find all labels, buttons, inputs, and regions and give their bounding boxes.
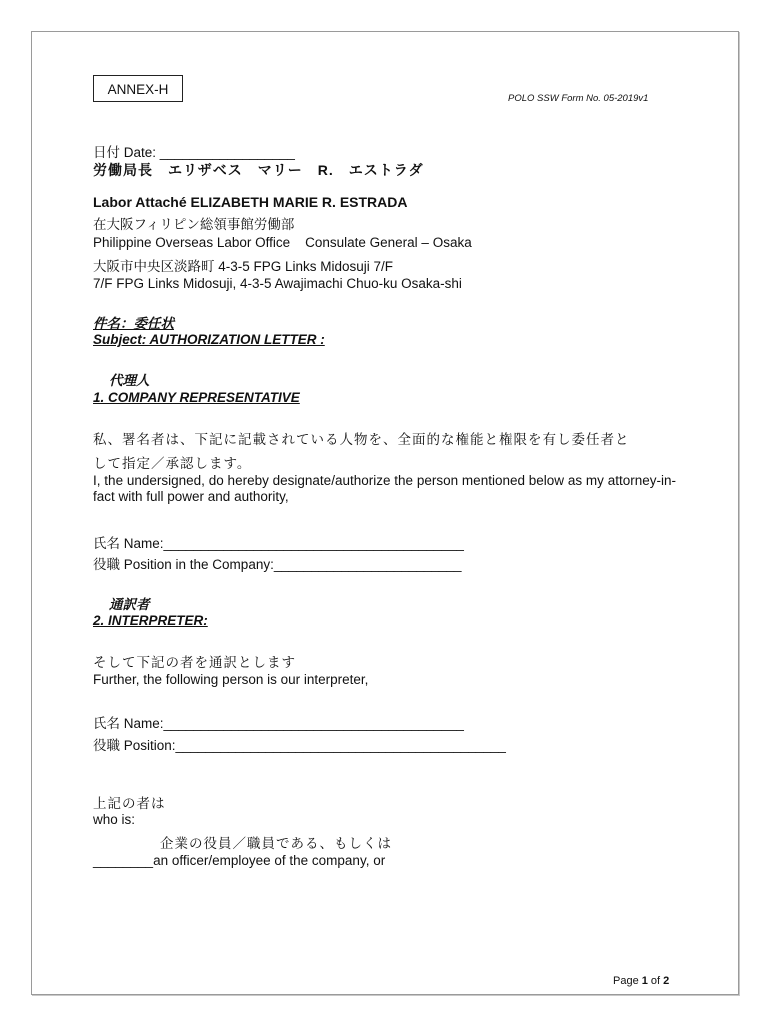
section2-name-field: 氏名 Name:________________________________________: [93, 716, 464, 731]
section1-en-heading: 1. COMPANY REPRESENTATIVE: [93, 390, 300, 405]
addressee-jp-address: 大阪市中央区淡路町 4-3-5 FPG Links Midosuji 7/F: [93, 259, 394, 274]
addressee-en-office: Philippine Overseas Labor Office Consulate General – Osaka: [93, 235, 472, 250]
subject-jp: 件名：委任状: [93, 316, 174, 331]
section1-jp-heading: 代理人: [109, 373, 150, 388]
section1-en-text: I, the undersigned, do hereby designate/authorize the person mentioned below as my attorney-in-fact with full power and authority,: [93, 473, 676, 504]
subject-en: Subject: AUTHORIZATION LETTER :: [93, 332, 325, 347]
addressee-en-name: Labor Attaché ELIZABETH MARIE R. ESTRADA: [93, 194, 408, 210]
section1-name-field: 氏名 Name:________________________________________: [93, 536, 464, 551]
addressee-jp-name: 労働局長 エリザベス マリー R. エストラダ: [93, 162, 424, 178]
date-line: 日付 Date: __________________: [93, 145, 295, 160]
addressee-en-address: 7/F FPG Links Midosuji, 4-3-5 Awajimachi Chuo-ku Osaka-shi: [93, 276, 462, 291]
section2-en-text: Further, the following person is our interpreter,: [93, 672, 369, 687]
section1-position-field: 役職 Position in the Company:_________________________: [93, 557, 462, 572]
option1-en: ________an officer/employee of the company, or: [93, 853, 386, 868]
section2-jp-text: そして下記の者を通訳とします: [93, 655, 296, 670]
page-number: Page 1 of 2: [613, 975, 670, 987]
section2-en-heading: 2. INTERPRETER:: [93, 613, 208, 628]
annex-label: ANNEX-H: [93, 75, 183, 102]
section1-jp-text-line2: して指定／承認します。: [93, 456, 252, 471]
option1-jp: 企業の役員／職員である、もしくは: [160, 836, 392, 851]
section2-position-field: 役職 Position:____________________________________________: [93, 738, 506, 753]
section1-jp-text-line1: 私、署名者は、下記に記載されている人物を、全面的な権能と権限を有し委任者と: [93, 432, 630, 447]
section2-jp-heading: 通訳者: [109, 597, 150, 612]
form-number: POLO SSW Form No. 05-2019v1: [508, 93, 649, 104]
who-is-jp: 上記の者は: [93, 796, 166, 811]
addressee-jp-office: 在大阪フィリピン総領事館労働部: [93, 217, 295, 232]
who-is-en: who is:: [93, 812, 136, 827]
